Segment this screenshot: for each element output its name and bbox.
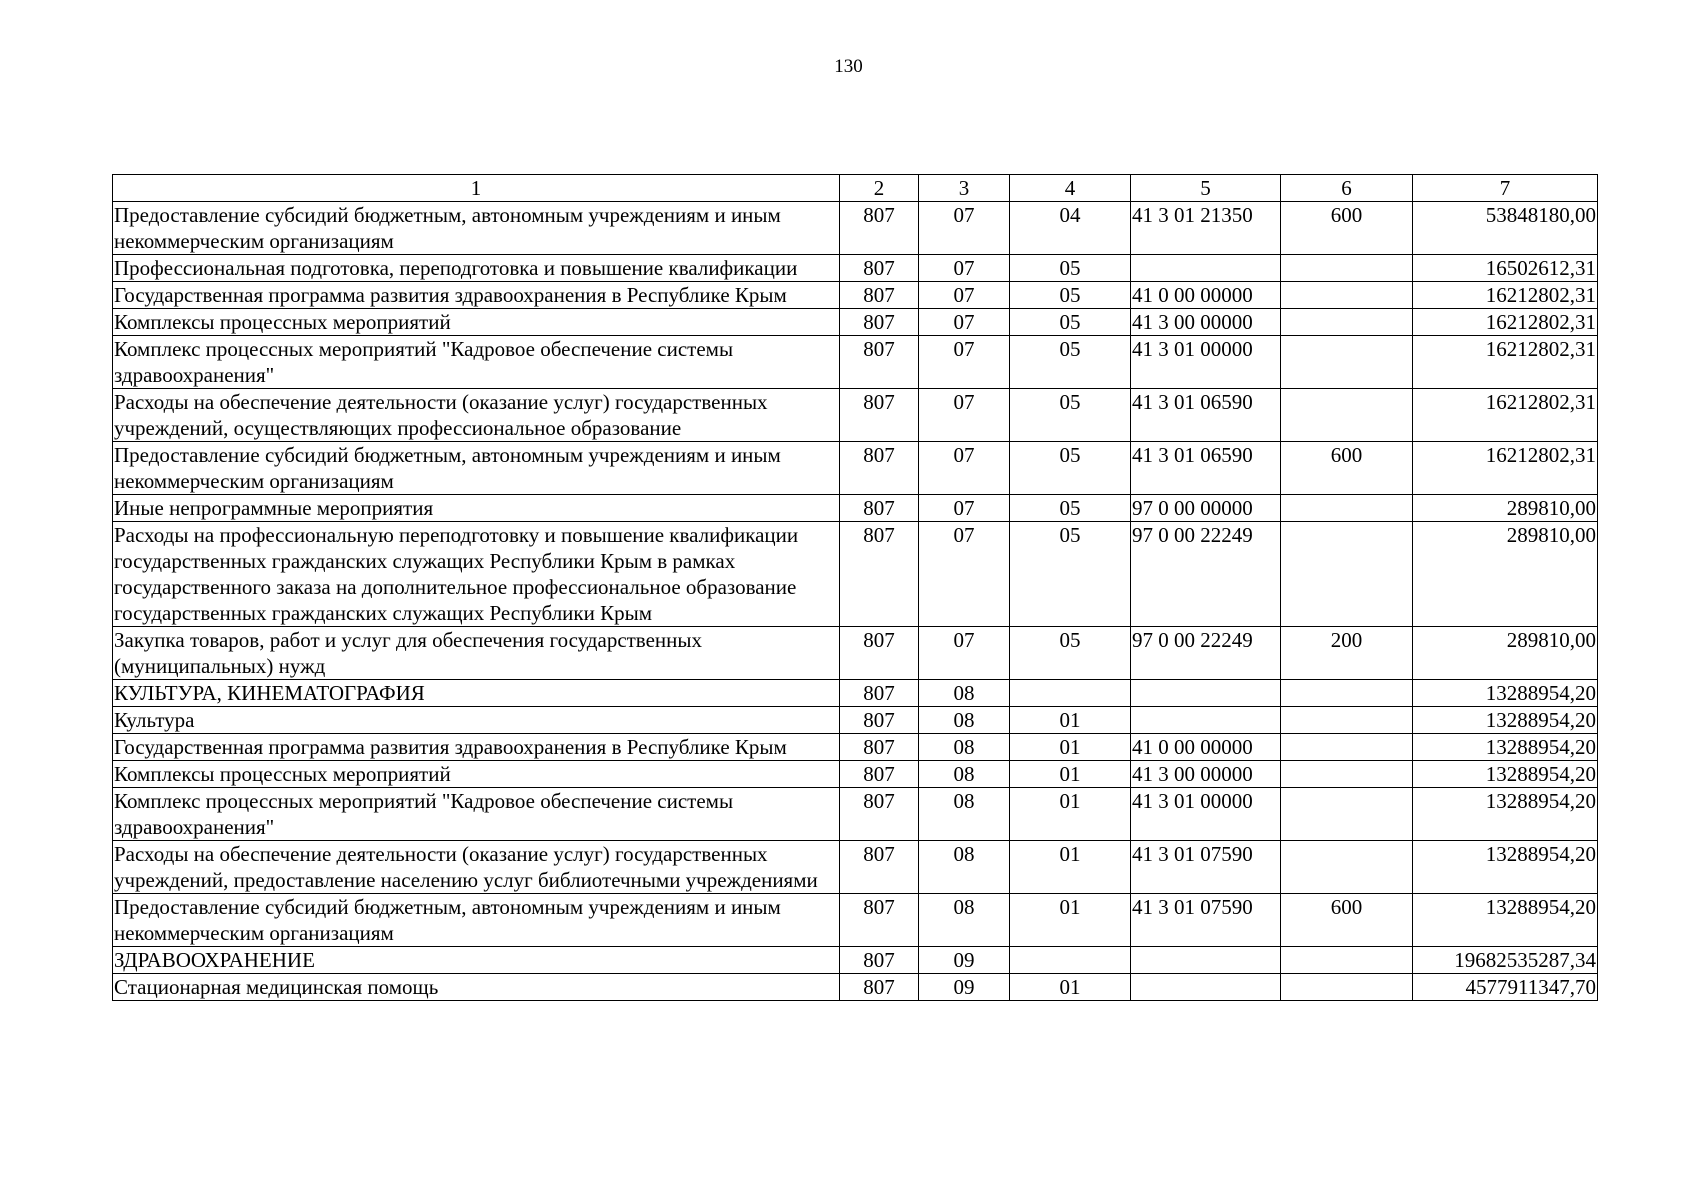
table-body [113, 202, 1598, 1001]
row-amount: 13288954,20 [1413, 894, 1598, 947]
header-col-4: 4 [1010, 175, 1131, 202]
table-row [113, 442, 1598, 495]
row-section-code: 08 [919, 841, 1010, 894]
row-section-code: 09 [919, 947, 1010, 974]
row-amount: 289810,00 [1413, 495, 1598, 522]
row-target-article: 41 3 01 00000 [1131, 336, 1281, 389]
row-amount: 13288954,20 [1413, 841, 1598, 894]
table-row [113, 761, 1598, 788]
table-row [113, 309, 1598, 336]
row-subsection-code [1010, 947, 1131, 974]
row-amount: 13288954,20 [1413, 788, 1598, 841]
row-amount: 16212802,31 [1413, 336, 1598, 389]
row-subsection-code: 01 [1010, 707, 1131, 734]
row-subsection-code: 05 [1010, 627, 1131, 680]
row-target-article [1131, 707, 1281, 734]
table-row [113, 522, 1598, 627]
row-amount: 19682535287,34 [1413, 947, 1598, 974]
row-expense-type [1281, 495, 1413, 522]
row-name: Предоставление субсидий бюджетным, автономным учреждениям и иным некоммерческим организациям [113, 894, 840, 947]
row-ministry-code: 807 [840, 761, 919, 788]
row-amount: 13288954,20 [1413, 707, 1598, 734]
row-section-code: 08 [919, 680, 1010, 707]
row-amount: 16212802,31 [1413, 282, 1598, 309]
row-subsection-code: 05 [1010, 389, 1131, 442]
row-ministry-code: 807 [840, 734, 919, 761]
row-subsection-code: 05 [1010, 336, 1131, 389]
table-header [113, 175, 1598, 202]
row-expense-type [1281, 974, 1413, 1001]
row-subsection-code: 01 [1010, 734, 1131, 761]
row-amount: 289810,00 [1413, 522, 1598, 627]
row-target-article [1131, 255, 1281, 282]
row-amount: 13288954,20 [1413, 761, 1598, 788]
row-name: Закупка товаров, работ и услуг для обеспечения государственных (муниципальных) нужд [113, 627, 840, 680]
row-ministry-code: 807 [840, 336, 919, 389]
table-row [113, 680, 1598, 707]
row-name: Иные непрограммные мероприятия [113, 495, 840, 522]
row-expense-type [1281, 309, 1413, 336]
row-ministry-code: 807 [840, 680, 919, 707]
row-section-code: 07 [919, 336, 1010, 389]
row-expense-type [1281, 255, 1413, 282]
row-target-article [1131, 947, 1281, 974]
table-row [113, 389, 1598, 442]
table-row [113, 202, 1598, 255]
row-subsection-code [1010, 680, 1131, 707]
header-col-3: 3 [919, 175, 1010, 202]
row-name: Предоставление субсидий бюджетным, автономным учреждениям и иным некоммерческим организациям [113, 442, 840, 495]
row-section-code: 07 [919, 309, 1010, 336]
row-subsection-code: 01 [1010, 894, 1131, 947]
row-amount: 53848180,00 [1413, 202, 1598, 255]
row-name: Стационарная медицинская помощь [113, 974, 840, 1001]
header-col-5: 5 [1131, 175, 1281, 202]
row-ministry-code: 807 [840, 389, 919, 442]
row-section-code: 09 [919, 974, 1010, 1001]
table-row [113, 707, 1598, 734]
row-amount: 16502612,31 [1413, 255, 1598, 282]
row-expense-type [1281, 336, 1413, 389]
row-expense-type [1281, 761, 1413, 788]
row-section-code: 08 [919, 788, 1010, 841]
row-ministry-code: 807 [840, 947, 919, 974]
row-ministry-code: 807 [840, 522, 919, 627]
row-amount: 4577911347,70 [1413, 974, 1598, 1001]
table-row [113, 841, 1598, 894]
row-section-code: 07 [919, 522, 1010, 627]
row-subsection-code: 05 [1010, 442, 1131, 495]
row-ministry-code: 807 [840, 309, 919, 336]
budget-table [112, 174, 1598, 1001]
row-ministry-code: 807 [840, 894, 919, 947]
row-section-code: 08 [919, 734, 1010, 761]
row-expense-type [1281, 680, 1413, 707]
row-ministry-code: 807 [840, 707, 919, 734]
row-subsection-code: 05 [1010, 255, 1131, 282]
row-expense-type [1281, 788, 1413, 841]
row-expense-type [1281, 389, 1413, 442]
row-ministry-code: 807 [840, 282, 919, 309]
row-section-code: 07 [919, 627, 1010, 680]
table-row [113, 894, 1598, 947]
table-row [113, 255, 1598, 282]
row-ministry-code: 807 [840, 442, 919, 495]
row-target-article: 41 0 00 00000 [1131, 734, 1281, 761]
row-name: Государственная программа развития здравоохранения в Республике Крым [113, 734, 840, 761]
header-col-1: 1 [113, 175, 840, 202]
header-col-2: 2 [840, 175, 919, 202]
row-ministry-code: 807 [840, 841, 919, 894]
row-name: Расходы на профессиональную переподготовку и повышение квалификации государственных гражданских служащих Республики Крым в рамках государственного заказа на дополнительное профессиональное образование государственных гражданских служащих Республики Крым [113, 522, 840, 627]
row-section-code: 07 [919, 282, 1010, 309]
row-name: Комплекс процессных мероприятий "Кадровое обеспечение системы здравоохранения" [113, 788, 840, 841]
row-ministry-code: 807 [840, 255, 919, 282]
row-expense-type [1281, 282, 1413, 309]
row-expense-type [1281, 841, 1413, 894]
table-row [113, 336, 1598, 389]
row-target-article: 41 3 01 07590 [1131, 894, 1281, 947]
row-name: КУЛЬТУРА, КИНЕМАТОГРАФИЯ [113, 680, 840, 707]
header-row [113, 175, 1598, 202]
table-row [113, 974, 1598, 1001]
row-subsection-code: 01 [1010, 974, 1131, 1001]
row-expense-type: 600 [1281, 202, 1413, 255]
table-row [113, 282, 1598, 309]
row-section-code: 08 [919, 894, 1010, 947]
row-section-code: 07 [919, 202, 1010, 255]
row-name: Государственная программа развития здравоохранения в Республике Крым [113, 282, 840, 309]
row-target-article: 41 3 01 06590 [1131, 442, 1281, 495]
table-row [113, 627, 1598, 680]
row-section-code: 07 [919, 495, 1010, 522]
row-amount: 13288954,20 [1413, 734, 1598, 761]
row-amount: 16212802,31 [1413, 309, 1598, 336]
table-row [113, 788, 1598, 841]
row-target-article: 41 3 00 00000 [1131, 309, 1281, 336]
row-target-article: 41 3 01 07590 [1131, 841, 1281, 894]
row-section-code: 07 [919, 389, 1010, 442]
row-target-article: 41 0 00 00000 [1131, 282, 1281, 309]
row-subsection-code: 05 [1010, 309, 1131, 336]
row-subsection-code: 01 [1010, 841, 1131, 894]
row-name: Профессиональная подготовка, переподготовка и повышение квалификации [113, 255, 840, 282]
row-amount: 16212802,31 [1413, 442, 1598, 495]
row-amount: 16212802,31 [1413, 389, 1598, 442]
row-name: Комплексы процессных мероприятий [113, 761, 840, 788]
row-subsection-code: 04 [1010, 202, 1131, 255]
row-target-article: 97 0 00 00000 [1131, 495, 1281, 522]
row-target-article [1131, 680, 1281, 707]
row-section-code: 07 [919, 442, 1010, 495]
row-amount: 289810,00 [1413, 627, 1598, 680]
row-ministry-code: 807 [840, 495, 919, 522]
row-expense-type [1281, 734, 1413, 761]
row-subsection-code: 05 [1010, 522, 1131, 627]
row-ministry-code: 807 [840, 788, 919, 841]
row-target-article: 41 3 01 21350 [1131, 202, 1281, 255]
row-section-code: 08 [919, 707, 1010, 734]
row-name: Предоставление субсидий бюджетным, автономным учреждениям и иным некоммерческим организациям [113, 202, 840, 255]
header-col-7: 7 [1413, 175, 1598, 202]
row-target-article: 97 0 00 22249 [1131, 627, 1281, 680]
row-expense-type: 600 [1281, 442, 1413, 495]
row-name: ЗДРАВООХРАНЕНИЕ [113, 947, 840, 974]
row-subsection-code: 01 [1010, 788, 1131, 841]
table-row [113, 947, 1598, 974]
row-ministry-code: 807 [840, 627, 919, 680]
row-subsection-code: 05 [1010, 495, 1131, 522]
row-target-article: 41 3 01 06590 [1131, 389, 1281, 442]
row-target-article: 41 3 01 00000 [1131, 788, 1281, 841]
row-expense-type [1281, 947, 1413, 974]
page-number: 130 [834, 56, 863, 77]
row-target-article: 41 3 00 00000 [1131, 761, 1281, 788]
row-target-article [1131, 974, 1281, 1001]
header-col-6: 6 [1281, 175, 1413, 202]
row-expense-type [1281, 707, 1413, 734]
table-row [113, 495, 1598, 522]
row-name: Комплекс процессных мероприятий "Кадровое обеспечение системы здравоохранения" [113, 336, 840, 389]
row-target-article: 97 0 00 22249 [1131, 522, 1281, 627]
row-subsection-code: 01 [1010, 761, 1131, 788]
row-name: Культура [113, 707, 840, 734]
table-row [113, 734, 1598, 761]
row-expense-type: 600 [1281, 894, 1413, 947]
row-section-code: 07 [919, 255, 1010, 282]
row-ministry-code: 807 [840, 974, 919, 1001]
row-name: Расходы на обеспечение деятельности (оказание услуг) государственных учреждений, осуществляющих профессиональное образование [113, 389, 840, 442]
row-name: Комплексы процессных мероприятий [113, 309, 840, 336]
row-expense-type [1281, 522, 1413, 627]
row-name: Расходы на обеспечение деятельности (оказание услуг) государственных учреждений, предоставление населению услуг библиотечными учреждениями [113, 841, 840, 894]
row-subsection-code: 05 [1010, 282, 1131, 309]
row-ministry-code: 807 [840, 202, 919, 255]
row-amount: 13288954,20 [1413, 680, 1598, 707]
row-section-code: 08 [919, 761, 1010, 788]
row-expense-type: 200 [1281, 627, 1413, 680]
